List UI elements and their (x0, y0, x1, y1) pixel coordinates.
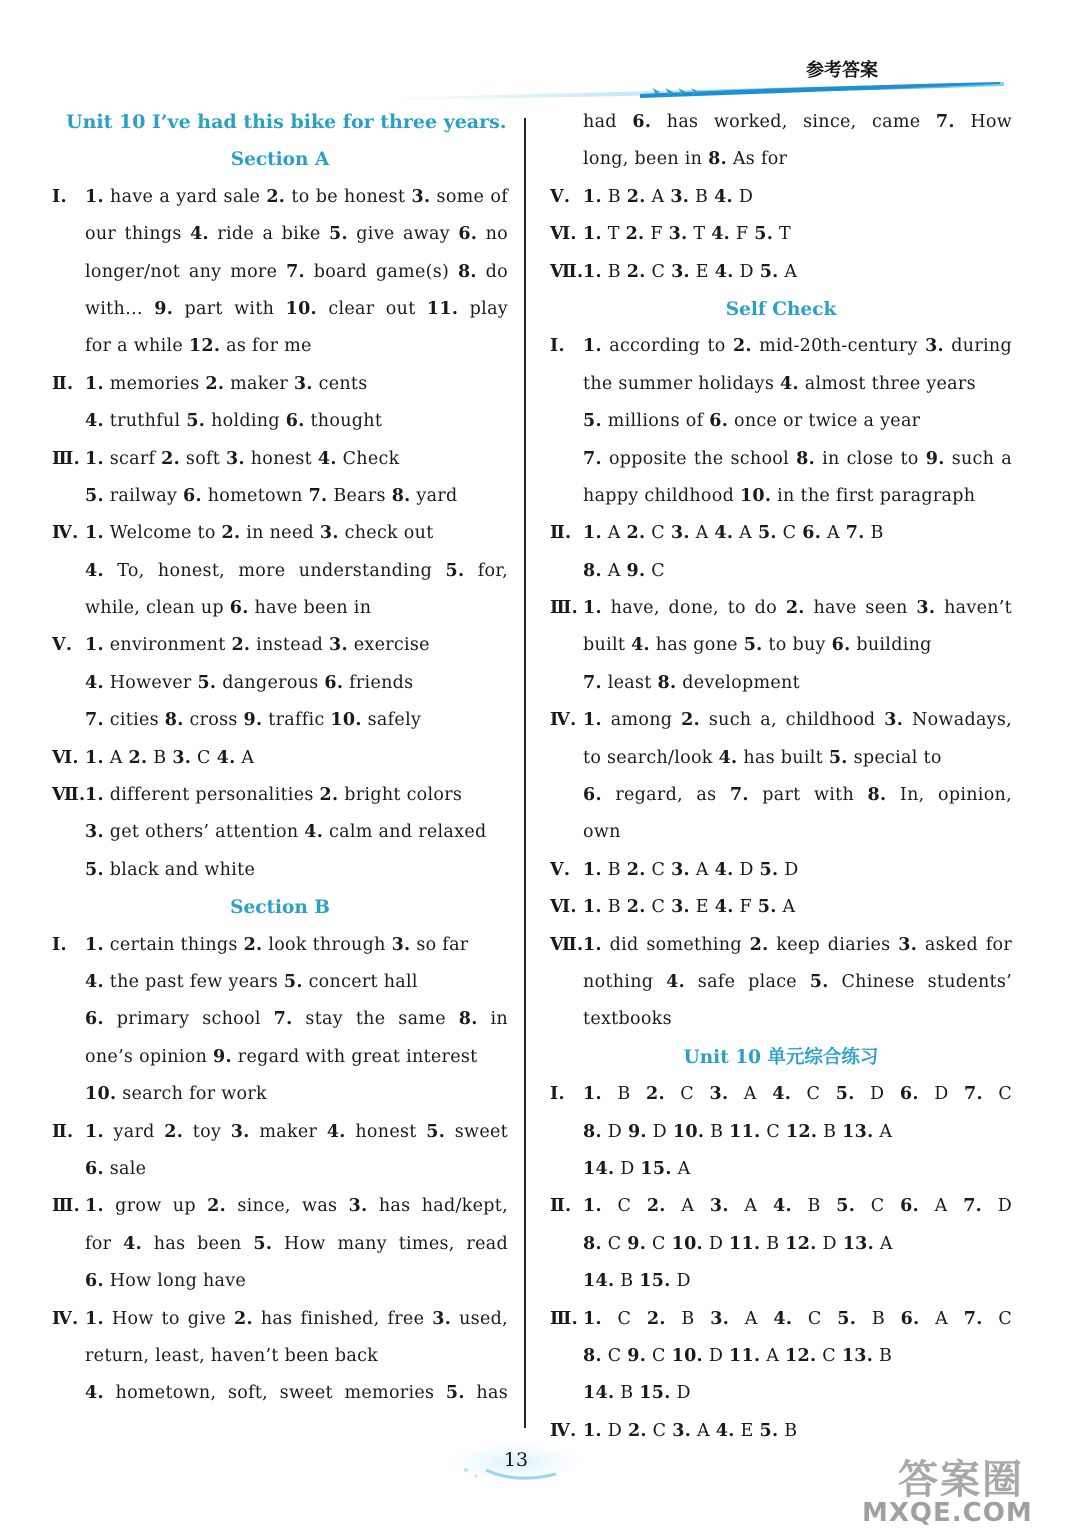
left-column (52, 104, 508, 1413)
answer-text: 8. A 9. C (583, 560, 665, 581)
answer-group (52, 627, 508, 739)
answer-text: 8. C 9. C 10. D 11. A 12. C 13. B (583, 1345, 893, 1366)
answer-text: 7. opposite the school 8. in close to 9. such a (583, 448, 1013, 469)
answer-line (550, 1413, 1012, 1450)
answer-line (550, 964, 1012, 1001)
unit-heading: Unit 10 I’ve had this bike for three years. (66, 111, 507, 133)
answer-line (550, 665, 1012, 702)
answer-text: with… 9. part with 10. clear out 11. play (85, 298, 508, 319)
answer-line (550, 740, 1012, 777)
answer-line (550, 515, 1012, 552)
answer-text: 4. To, honest, more understanding 5. for, (85, 560, 508, 581)
self-check-heading: Self Check (725, 298, 837, 320)
answer-text: for a while 12. as for me (85, 336, 312, 357)
question-roman-numeral: Ⅰ. (52, 186, 67, 207)
answer-line (550, 328, 1012, 365)
section-a-heading: Section A (230, 149, 330, 171)
question-roman-numeral: Ⅲ. (550, 598, 579, 619)
question-roman-numeral: Ⅴ. (550, 859, 571, 880)
answer-group (550, 1301, 1012, 1413)
answer-text: 1. T 2. F 3. T 4. F 5. T (583, 224, 791, 245)
answer-text: 8. D 9. D 10. B 11. C 12. B 13. A (583, 1121, 893, 1142)
answer-line (550, 1188, 1012, 1225)
answer-text: 10. search for work (85, 1084, 267, 1105)
question-roman-numeral: Ⅳ. (550, 1420, 577, 1441)
question-roman-numeral: Ⅵ. (550, 897, 577, 918)
question-roman-numeral: Ⅲ. (52, 1196, 81, 1217)
answer-text: textbooks (583, 1009, 672, 1030)
answer-line (550, 1301, 1012, 1338)
answer-line (550, 927, 1012, 964)
answer-line (52, 515, 508, 552)
answer-text: 1. A 2. C 3. A 4. A 5. C 6. A 7. B (583, 523, 884, 544)
answer-text: for 4. has been 5. How many times, read (85, 1233, 508, 1254)
answer-text: longer/not any more 7. board game(s) 8. do (85, 261, 508, 282)
answer-line (52, 1263, 508, 1300)
question-roman-numeral: Ⅰ. (550, 336, 565, 357)
header-title: 参考答案 (806, 60, 878, 81)
answer-line (550, 889, 1012, 926)
answer-text: 1. grow up 2. since, was 3. has had/kept, (85, 1196, 509, 1217)
unit-review-heading: Unit 10 单元综合练习 (683, 1046, 879, 1068)
answer-line (52, 777, 508, 814)
watermark-bottom-text: MXQE.COM (862, 1498, 1033, 1528)
answer-line (550, 702, 1012, 739)
answer-line (52, 328, 508, 365)
answer-text: 3. get others’ attention 4. calm and relaxed (85, 822, 487, 843)
answer-line (550, 403, 1012, 440)
answer-line (52, 1039, 508, 1076)
answer-line (52, 1338, 508, 1375)
answer-group (550, 889, 1012, 926)
question-roman-numeral: Ⅳ. (550, 710, 577, 731)
answer-group (52, 777, 508, 889)
answer-text: 6. regard, as 7. part with 8. In, opinion, (583, 785, 1012, 806)
answer-line (550, 478, 1012, 515)
answer-line (550, 553, 1012, 590)
answer-line (52, 1301, 508, 1338)
answer-group (550, 328, 1012, 515)
answer-group (550, 702, 1012, 852)
question-roman-numeral: Ⅱ. (550, 1196, 572, 1217)
answer-line (550, 1001, 1012, 1038)
answer-line (550, 441, 1012, 478)
answer-line (52, 1001, 508, 1038)
answer-text: 1. B 2. C 3. E 4. D 5. A (583, 261, 798, 282)
answer-text: nothing 4. safe place 5. Chinese students’ (583, 971, 1012, 992)
question-roman-numeral: Ⅳ. (52, 1308, 79, 1329)
question-roman-numeral: Ⅳ. (52, 523, 79, 544)
answer-text: 1. yard 2. toy 3. maker 4. honest 5. sweet (85, 1121, 508, 1142)
question-roman-numeral: Ⅴ. (52, 635, 73, 656)
answer-text: 1. B 2. C 3. E 4. F 5. A (583, 897, 796, 918)
answer-group (550, 1413, 1012, 1450)
answer-text: 1. certain things 2. look through 3. so far (85, 934, 469, 955)
answer-text: 1. memories 2. maker 3. cents (85, 373, 368, 394)
answer-line (550, 1263, 1012, 1300)
page-number: 13 (503, 1449, 529, 1471)
answer-line (550, 216, 1012, 253)
answer-line (52, 1151, 508, 1188)
watermark-logo (862, 1448, 1058, 1528)
answer-text: 6. primary school 7. stay the same 8. in (85, 1009, 509, 1030)
question-roman-numeral: Ⅶ. (550, 261, 584, 282)
answer-line (550, 366, 1012, 403)
answer-text: 4. hometown, soft, sweet memories 5. has (85, 1383, 508, 1404)
answer-line (52, 814, 508, 851)
answer-line (550, 179, 1012, 216)
answer-group (52, 927, 508, 1114)
answer-text: the summer holidays 4. almost three years (583, 373, 976, 394)
answer-text: 4. the past few years 5. concert hall (85, 971, 418, 992)
answer-line (52, 964, 508, 1001)
answer-line (550, 141, 1012, 178)
answer-text: 1. B 2. A 3. B 4. D (583, 186, 754, 207)
answer-text: had 6. has worked, since, came 7. How (583, 112, 1013, 132)
question-roman-numeral: Ⅰ. (52, 934, 67, 955)
answer-line (550, 1375, 1012, 1412)
answer-line (52, 1114, 508, 1151)
answer-text: 4. truthful 5. holding 6. thought (85, 411, 383, 432)
question-roman-numeral: Ⅱ. (550, 523, 572, 544)
answer-line (550, 254, 1012, 291)
answer-group (550, 852, 1012, 889)
question-roman-numeral: Ⅱ. (52, 373, 74, 394)
answer-line (52, 927, 508, 964)
answer-line (52, 291, 508, 328)
answer-line (52, 702, 508, 739)
answer-text: 14. D 15. A (583, 1158, 691, 1179)
answer-line (52, 553, 508, 590)
answer-text: 14. B 15. D (583, 1383, 691, 1404)
answer-text: 6. How long have (85, 1271, 247, 1292)
answer-text: 1. did something 2. keep diaries 3. asked for (583, 934, 1012, 955)
question-roman-numeral: Ⅱ. (52, 1121, 74, 1142)
answer-line (52, 441, 508, 478)
answer-text: 6. sale (85, 1158, 147, 1179)
answer-text: 7. least 8. development (583, 672, 800, 693)
answer-text: long, been in 8. As for (583, 149, 788, 170)
answer-line (52, 366, 508, 403)
question-roman-numeral: Ⅵ. (52, 747, 79, 768)
answer-line (550, 627, 1012, 664)
answer-line (550, 777, 1012, 814)
answer-text: 1. different personalities 2. bright colors (85, 785, 463, 806)
answer-text: 1. B 2. C 3. A 4. C 5. D 6. D 7. C (583, 1084, 1013, 1105)
answer-line (52, 1076, 508, 1113)
answer-text: one’s opinion 9. regard with great interest (85, 1046, 478, 1067)
answer-group (550, 254, 1012, 291)
answer-line (550, 1338, 1012, 1375)
question-roman-numeral: Ⅲ. (550, 1308, 579, 1329)
question-roman-numeral: Ⅶ. (550, 934, 584, 955)
question-roman-numeral: Ⅵ. (550, 224, 577, 245)
answer-line (52, 665, 508, 702)
answer-line (52, 627, 508, 664)
answer-text: 1. How to give 2. has finished, free 3. used, (85, 1308, 508, 1329)
answer-text: 1. C 2. B 3. A 4. C 5. B 6. A 7. C (583, 1308, 1013, 1329)
answer-group (550, 590, 1012, 702)
answer-group (550, 179, 1012, 216)
answer-text: 7. cities 8. cross 9. traffic 10. safely (85, 710, 422, 731)
section-b-heading: Section B (230, 897, 330, 919)
answer-line (550, 1076, 1012, 1113)
answer-text: 8. C 9. C 10. D 11. B 12. D 13. A (583, 1233, 893, 1254)
answer-group (550, 1188, 1012, 1300)
answer-text: own (583, 822, 621, 843)
answer-group (550, 216, 1012, 253)
answer-group (550, 927, 1012, 1039)
answer-line (550, 590, 1012, 627)
answer-line (52, 254, 508, 291)
answer-text: 1. Welcome to 2. in need 3. check out (85, 523, 434, 544)
answer-line (550, 1226, 1012, 1263)
answer-line (52, 590, 508, 627)
answer-line (52, 179, 508, 216)
answer-text: 1. B 2. C 3. A 4. D 5. D (583, 859, 799, 880)
answer-text: while, clean up 6. have been in (85, 598, 372, 619)
answer-line (52, 403, 508, 440)
question-roman-numeral: Ⅰ. (550, 1084, 565, 1105)
watermark-top-text: 答案圈 (898, 1457, 1024, 1503)
question-roman-numeral: Ⅴ. (550, 186, 571, 207)
answer-text: 1. according to 2. mid-20th-century 3. during (583, 336, 1012, 357)
answer-group (52, 441, 508, 516)
answer-text: to search/look 4. has built 5. special to (583, 747, 942, 768)
answer-text: 1. scarf 2. soft 3. honest 4. Check (85, 448, 400, 469)
answer-text: return, least, haven’t been back (85, 1345, 379, 1366)
answer-group-continued (550, 104, 1012, 179)
answer-line (52, 216, 508, 253)
answer-line (52, 478, 508, 515)
right-column (550, 104, 1012, 1450)
answer-group (52, 1301, 508, 1413)
answer-line (550, 852, 1012, 889)
answer-line (52, 1188, 508, 1225)
answer-group (550, 515, 1012, 590)
answer-text: our things 4. ride a bike 5. give away 6. no (85, 224, 509, 245)
question-roman-numeral: Ⅲ. (52, 448, 81, 469)
answer-group (52, 1188, 508, 1300)
answer-text: 1. among 2. such a, childhood 3. Nowadays, (583, 710, 1013, 731)
answer-line (550, 104, 1012, 141)
answer-group (52, 179, 508, 366)
answer-group (52, 1114, 508, 1189)
answer-group (550, 1076, 1012, 1188)
answer-line (550, 1151, 1012, 1188)
answer-line (52, 1375, 508, 1412)
answer-line (550, 1114, 1012, 1151)
answer-text: 1. D 2. C 3. A 4. E 5. B (583, 1420, 798, 1441)
answer-text: 5. railway 6. hometown 7. Bears 8. yard (85, 485, 458, 506)
answer-line (52, 1226, 508, 1263)
answer-line (52, 740, 508, 777)
answer-text: 1. have, done, to do 2. have seen 3. haven’t (583, 598, 1012, 619)
answer-text: 1. A 2. B 3. C 4. A (85, 747, 255, 768)
answer-group (52, 366, 508, 441)
question-roman-numeral: Ⅶ. (52, 785, 86, 806)
answer-text: 1. have a yard sale 2. to be honest 3. some of (85, 186, 508, 207)
answer-text: 1. environment 2. instead 3. exercise (85, 635, 430, 656)
answer-text: built 4. has gone 5. to buy 6. building (583, 635, 932, 656)
answer-text: 14. B 15. D (583, 1271, 691, 1292)
answer-group (52, 515, 508, 627)
answer-text: 5. black and white (85, 859, 256, 880)
answer-line (550, 814, 1012, 851)
answer-text: 4. However 5. dangerous 6. friends (85, 672, 414, 693)
answer-text: 5. millions of 6. once or twice a year (583, 411, 921, 432)
answer-text: happy childhood 10. in the first paragraph (583, 485, 976, 506)
answer-text: 1. C 2. A 3. A 4. B 5. C 6. A 7. D (583, 1196, 1013, 1217)
answer-group (52, 740, 508, 777)
column-divider (524, 118, 526, 1428)
answer-line (52, 852, 508, 889)
